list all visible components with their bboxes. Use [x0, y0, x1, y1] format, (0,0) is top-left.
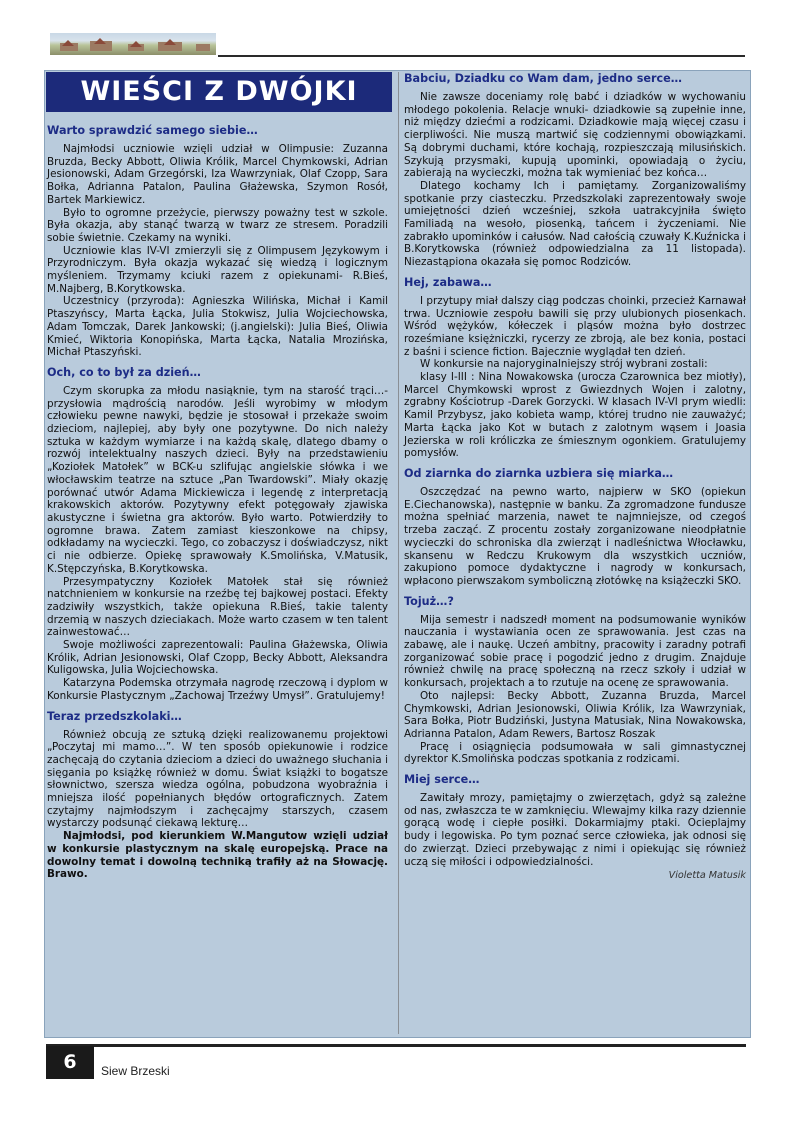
- paragraph: Oszczędzać na pewno warto, najpierw w SKO (opiekun E.Ciechanowska), następnie w banku. Za zgromadzone fundusze można spełniać marzenia, nawet te najmniejsze, od czegoś trzeba zacząć. Z procentu zostały zorganizowane nieodpłatnie wycieczki do schroniska dla zwierząt i nadleśnictwa Włocławku, skansenu w Redczu Krukowym dla wszystkich uczniów, zakupiono pomoce dydaktyczne i nagrody w konkursach, wpłacono pierwszakom symboliczną złotówkę na książeczki SKO.: [404, 485, 746, 587]
- header-photo: [50, 33, 216, 55]
- paragraph: Nie zawsze doceniamy rolę babć i dziadków w wychowaniu młodego pokolenia. Relacje wnuki- dziadkowie są zupełnie inne, niż między dziećmi a rodzicami. Dziadkowie mają więcej czasu i cierpliwości. Nie muszą martwić się codziennymi obowiązkami. Są dobrymi duchami, które kochają, rozpieszczają milusińskich. Szykują przysmaki, kupują upominki, opowiadają o życiu, zabierają na wycieczki, można tak wymieniać bez końca…: [404, 91, 746, 180]
- section-heading: Hej, zabawa…: [404, 275, 492, 289]
- paragraph: Również obcują ze sztuką dzięki realizowanemu projektowi „Poczytaj mi mamo…”. W ten sposób opiekunowie i rodzice zachęcają do czytania dzieciom a dzieci do uważnego słuchania i sięgania po książkę również w domu. Świat książki to bogatsze słownictwo, szersza wiedza ogólna, pobudzona wyobraźnia i mniejsza ilość popełnianych błędów ortograficznych. Zatem czytajmy najmłodszym i zachęcajmy starszych, czasem wystarczy podsunąć ciekawą lekturę…: [47, 728, 388, 830]
- paragraph: Uczniowie klas IV-VI zmierzyli się z Olimpusem Językowym i Przyrodniczym. Była okazja wykazać się wiedzą i logicznym myśleniem. Trzymamy kciuki razem z opiekunami- R.Bieś, M.Najberg, B.Korytkowska.: [47, 244, 388, 295]
- paragraph: Najmłodsi uczniowie wzięli udział w Olimpusie: Zuzanna Bruzda, Becky Abbott, Oliwia Królik, Marcel Chymkowski, Adrian Jesionowski, Adam Grzegórski, Iza Wawrzyniak, Olaf Czopp, Sara Bołka, Adrianna Patalon, Paulina Głażewska, Szymon Rosół, Bartek Markiewicz.: [47, 143, 388, 206]
- footer-rule: [46, 1044, 746, 1047]
- right-column: [404, 72, 746, 883]
- section-heading: Warto sprawdzić samego siebie…: [47, 124, 258, 137]
- paragraph: I przytupy miał dalszy ciąg podczas choinki, przecież Karnawał trwa. Uczniowie zespołu bawili się przy ulubionych piosenkach. Wśród wężyków, kółeczek i pląsów można było dostrzec roześmiane księżniczki, rycerzy ze zbroją, ale bez konia, postaci z baśni i science fiction. Bajecznie wyglądał ten dzień.: [404, 294, 746, 358]
- paragraph: Było to ogromne przeżycie, pierwszy poważny test w szkole. Była okazja, aby stanąć twarzą w twarz ze stresem. Poradzili sobie świetnie. Czekamy na wyniki.: [47, 206, 388, 244]
- paragraph: Mija semestr i nadszedł moment na podsumowanie wyników nauczania i wystawiania ocen ze sprawowania. Jest czas na zabawę, ale i naukę. Uczeń ambitny, pracowity i zaradny potrafi zorganizować sobie pracę i pogodzić jedno z drugim. Znajduje również chwilę na pracę społeczną na rzecz szkoły i udział w konkursach, projektach a to rzutuje na ocenę ze sprawowania.: [404, 613, 746, 690]
- header-rule: [218, 55, 745, 57]
- paragraph: Przesympatyczny Koziołek Matołek stał się również natchnieniem w konkursie na rzeźbę tej bajkowej postaci. Efekty zadziwiły wszystkich, także opiekuna R.Bieś, takie talenty drzemią w naszych dzieciakach. Może warto czasem w ten talent zainwestować…: [47, 575, 388, 639]
- section-heading: Tojuż…?: [404, 594, 454, 608]
- section-heading: Od ziarnka do ziarnka uzbiera się miarka…: [404, 466, 674, 480]
- paragraph: W konkursie na najoryginalniejszy strój wybrani zostali:: [420, 358, 708, 371]
- paragraph: Swoje możliwości zaprezentowali: Paulina Głażewska, Oliwia Królik, Adrian Jesionowski, Olaf Czopp, Becky Abbott, Aleksandra Kuligowska, Julia Wojciechowska.: [47, 639, 388, 677]
- section-heading: Babciu, Dziadku co Wam dam, jedno serce…: [404, 72, 682, 85]
- page-number: 6: [46, 1046, 94, 1079]
- masthead-title: WIEŚCI Z DWÓJKI: [46, 72, 392, 112]
- paragraph: Oto najlepsi: Becky Abbott, Zuzanna Bruzda, Marcel Chymkowski, Adrian Jesionowski, Oliwia Królik, Iza Wawrzyniak, Sara Bołka, Piotr Budziński, Justyna Matusiak, Nina Nowakowska, Adrianna Patalon, Adam Rewers, Bartosz Roszak: [404, 689, 746, 740]
- paragraph: Katarzyna Podemska otrzymała nagrodę rzeczową i dyplom w Konkursie Plastycznym „Zachowaj Trzeźwy Umysł”. Gratulujemy!: [47, 677, 388, 702]
- paragraph: Zawitały mrozy, pamiętajmy o zwierzętach, gdyż są zależne od nas, zwłaszcza te w zamknięciu. Wlewajmy kilka razy dziennie gorącą wodę i ciepłe posiłki. Dokarmiajmy ptaki. Ocieplajmy budy i legowiska. Po tym poznać serce człowieka, jak odnosi się do zwierząt. Dzieci przebywając z nimi i opiekując się również uczą się miłości i odpowiedzialności.: [404, 792, 746, 868]
- publication-name: Siew Brzeski: [101, 1064, 170, 1078]
- paragraph: klasy I-III : Nina Nowakowska (urocza Czarownica bez miotły), Marcel Chymkowski wprost z Gwiezdnych Wojen i zalotny, zgrabny Kościotrup -Darek Gorzycki. W klasach IV-VI prym wiedli: Kamil Przybysz, jako kobieta wamp, której trudno nie zauważyć; Marta Łącka jako Kot w butach z zalotnym wąsem i Joasia Jezierska w roli króliczka ze śmiesznym ogonkiem. Gratulujemy pomysłów.: [404, 371, 746, 460]
- highlight-paragraph: Najmłodsi, pod kierunkiem W.Mangutow wzięli udział w konkursie plastycznym na skalę europejską. Prace na dowolny temat i dowolną techniką trafiły aż na Słowację. Brawo.: [47, 830, 388, 881]
- section-heading: Teraz przedszkolaki…: [47, 709, 182, 723]
- author-signature: Violetta Matusik: [668, 870, 746, 882]
- section-heading: Miej serce…: [404, 773, 480, 787]
- paragraph: Dlatego kochamy Ich i pamiętamy. Zorganizowaliśmy spotkanie przy ciasteczku. Przedszkolaki zaprezentowały swoje umiejętności dzień wcześniej, szkoła uatrakcyjniła święto Familiadą na wesoło, piosenką, tańcem i życzeniami. Nie zabrakło upominków i całusów. Nad całością czuwały K.Kuźnicka i B.Korytkowska (również odpowiedzialna za 11 listopada). Niezastąpiona okazała się pomoc Rodziców.: [404, 179, 746, 269]
- column-divider: [398, 72, 399, 1034]
- paragraph: Pracę i osiągnięcia podsumowała w sali gimnastycznej dyrektor K.Smolińska podczas spotkania z rodzicami.: [404, 740, 746, 766]
- section-heading: Och, co to był za dzień…: [47, 365, 201, 379]
- paragraph: Czym skorupka za młodu nasiąknie, tym na starość trąci…- przysłowia mądrością narodów. Jeśli wyrobimy w młodym człowieku pewne nawyki, będzie je stosował i przekaże swoim dzieciom, najlepiej, aby były one pozytywne. Do nich należy sztuka w każdym wymiarze i na każdą skalę, dlatego dbamy o rozwój intelektualny naszych dzieci. Były na przedstawieniu „Koziołek Matołek” w BCK-u szlifując angielskie słówka i we włocławskim teatrze na sztuce „Pan Twardowski”. Miały okazję porównać utwór Adama Mickiewicza i legendę z interpretacją krakowskich aktorów. Pozytywny efekt potęgowały zjawiska akustyczne i świetna gra aktorów. Było warto. Potwierdziły to ogromne brawa. Zatem zamiast kieszonkowe na chipsy, odkładamy na wycieczki. Tego, co zobaczysz i doświadczysz, nikt ci nie odbierze. Opiekę sprawowały K.Smolińska, V.Matusik, K.Stępczyńska, B.Korytkowska.: [47, 384, 388, 575]
- left-column: [47, 124, 388, 881]
- paragraph: Uczestnicy (przyroda): Agnieszka Wilińska, Michał i Kamil Ptaszyńscy, Marta Łącka, Julia Stokwisz, Julia Wojciechowska, Adam Tomczak, Darek Jankowski; (j.angielski): Julia Bieś, Oliwia Kmieć, Wiktoria Konopińska, Marta Łącka, Natalia Mrozińska, Michał Ptaszyński.: [47, 295, 388, 359]
